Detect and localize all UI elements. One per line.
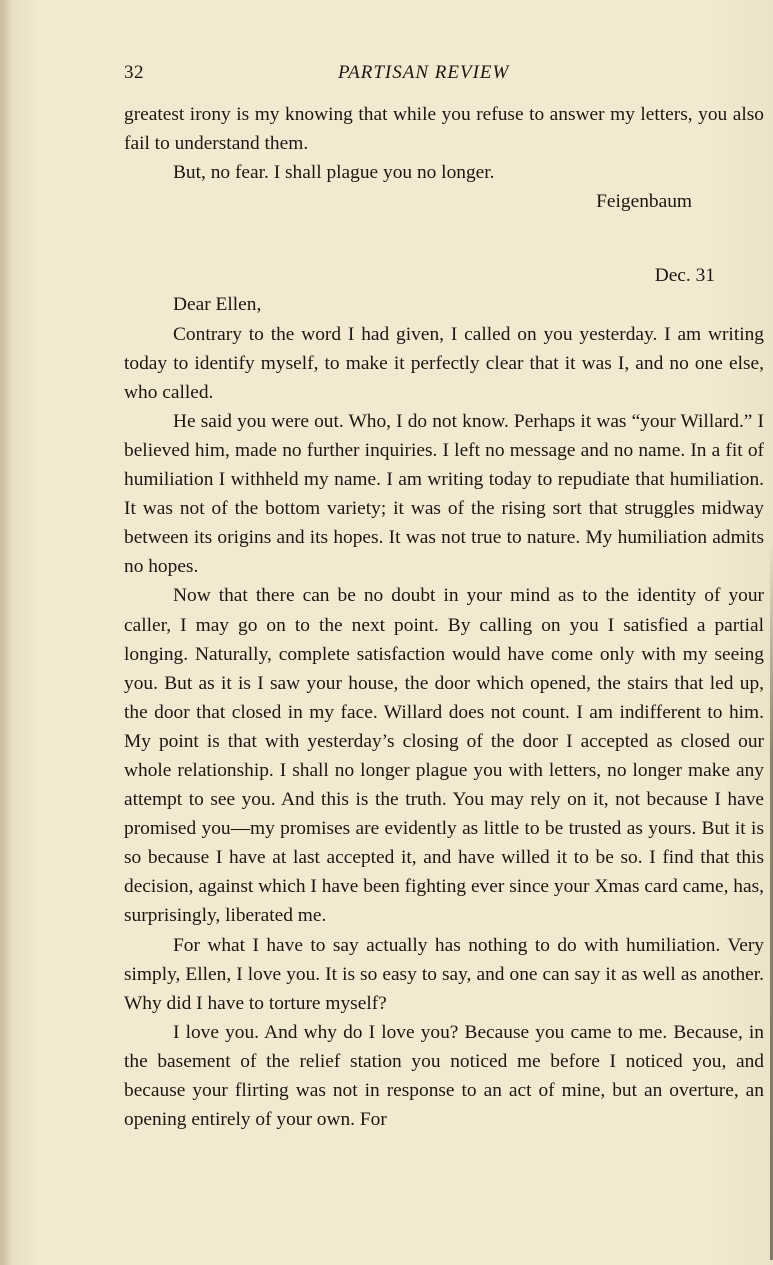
paragraph: Contrary to the word I had given, I called on you yesterday. I am writing today to identify myself, to make it perfectly clear that it was I, and no one else, who called. <box>124 323 764 403</box>
page-gutter-shadow <box>0 0 10 1265</box>
page-number: 32 <box>124 62 144 83</box>
page-header <box>124 62 764 88</box>
running-head-title: PARTISAN REVIEW <box>338 62 510 83</box>
paragraph: For what I have to say actually has nothing to do with humiliation. Very simply, Ellen, I love you. It is so easy to say, and one can say it as well as another. Why did I have to torture myself? <box>124 934 764 1014</box>
paragraph: But, no fear. I shall plague you no longer. <box>173 162 495 184</box>
letter-signature: Feigenbaum <box>596 191 692 213</box>
body-text <box>124 100 764 1134</box>
section-gap <box>124 216 764 261</box>
letter-salutation: Dear Ellen, <box>173 294 262 316</box>
paragraph: He said you were out. Who, I do not know. Perhaps it was “your Willard.” I believed him, made no further inquiries. I left no message and no name. In a fit of humiliation I withheld my name. I am writing today to repudiate that humiliation. It was not of the bottom variety; it was of the rising sort that struggles midway between its origins and its hopes. It was not true to nature. My humiliation admits no hopes. <box>124 410 764 578</box>
paragraph-continued: greatest irony is my knowing that while you refuse to answer my letters, you also fail to understand them. <box>124 104 764 155</box>
paragraph: I love you. And why do I love you? Because you came to me. Because, in the basement of the relief station you noticed me before I noticed you, and because your flirting was not in response to an act of mine, but an overture, an opening entirely of your own. For <box>124 1021 764 1131</box>
paragraph: Now that there can be no doubt in your mind as to the identity of your caller, I may go on to the next point. By calling on you I satisfied a partial longing. Naturally, complete satisfaction would have come only with my seeing you. But as it is I saw your house, the door which opened, the stairs that led up, the door that closed in my face. Willard does not count. I am indifferent to him. My point is that with yesterday’s closing of the door I accepted as closed our whole relationship. I shall no longer plague you with letters, no longer make any attempt to see you. And this is the truth. You may rely on it, not because I have promised you—my promises are evidently as little to be trusted as yours. But it is so because I have at last accepted it, and have willed it to be so. I find that this decision, against which I have been fighting ever since your Xmas card came, has, surprisingly, liberated me. <box>124 585 764 927</box>
letter-date: Dec. 31 <box>654 265 715 287</box>
